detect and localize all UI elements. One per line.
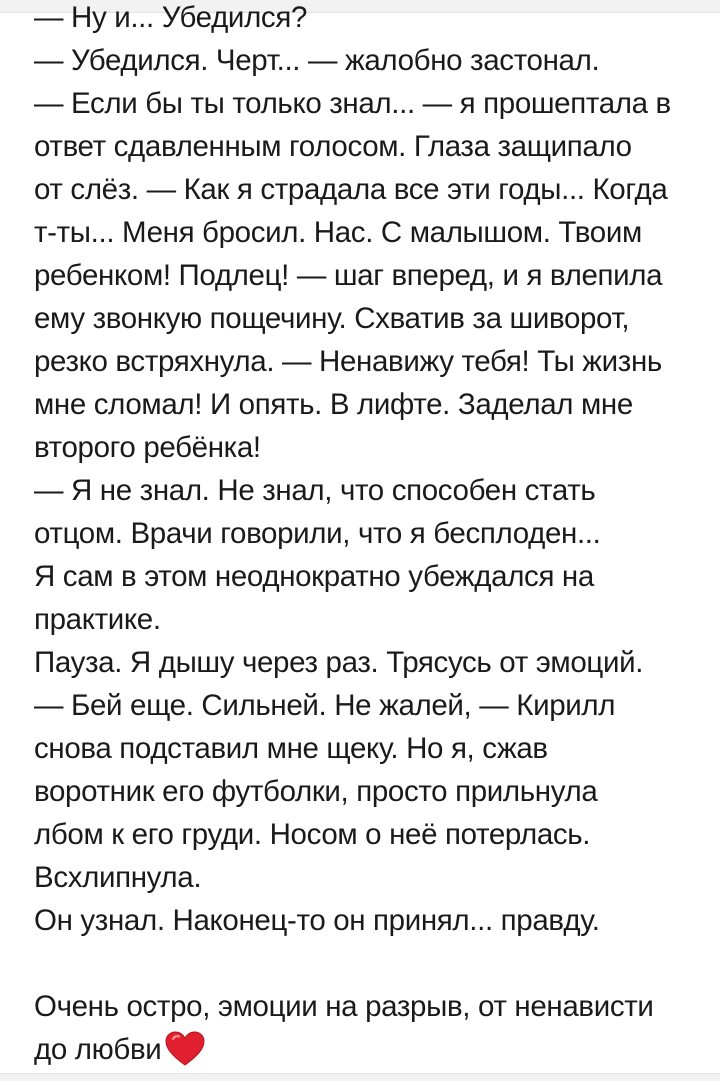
text-line: ему звонкую пощечину. Схватив за шиворот, (34, 302, 630, 335)
text-line: ребенком! Подлец! — шаг вперед, и я влепила (34, 259, 663, 292)
text-line: — Убедился. Черт... — жалобно застонал. (34, 44, 600, 77)
paragraph-gap (34, 942, 704, 985)
comment-line: Очень остро, эмоции на разрыв, от ненависти (34, 990, 654, 1023)
text-line: — Я не знал. Не знал, что способен стать (34, 474, 596, 507)
text-line: второго ребёнка! (34, 431, 261, 464)
text-line: Он узнал. Наконец-то он принял... правду. (34, 904, 600, 937)
comment-text: до любви (34, 1033, 162, 1066)
text-line: отцом. Врачи говорили, что я бесплоден... (34, 517, 601, 550)
text-line: т-ты... Меня бросил. Нас. С малышом. Твоим (34, 216, 642, 249)
text-line: Всхлипнула. (34, 861, 202, 894)
text-line: — Если бы ты только знал... — я прошептала в (34, 87, 671, 120)
text-line: снова подставил мне щеку. Но я, сжав (34, 732, 548, 765)
text-line: воротник его футболки, просто прильнула (34, 775, 598, 808)
text-line: практике. (34, 603, 161, 636)
bottom-divider (0, 1073, 720, 1081)
text-line: лбом к его груди. Носом о неё потерлась. (34, 818, 591, 851)
comment-line-with-emoji (34, 1028, 704, 1071)
text-line: Пауза. Я дышу через раз. Трясусь от эмоций. (34, 646, 644, 679)
heart-shape (166, 1032, 204, 1065)
text-line: резко встряхнула. — Ненавижу тебя! Ты жизнь (34, 345, 662, 378)
text-line: — Бей еще. Сильней. Не жалей, — Кирилл (34, 689, 616, 722)
text-line: ответ сдавленным голосом. Глаза защипало (34, 130, 632, 163)
text-line: от слёз. — Как я страдала все эти годы... Когда (34, 173, 668, 206)
text-line: мне сломал! И опять. В лифте. Заделал мне (34, 388, 633, 421)
heart-icon (165, 1031, 205, 1067)
post-text (34, 0, 704, 1071)
text-line: Я сам в этом неоднократно убеждался на (34, 560, 594, 593)
text-line: — Ну и... Убедился? (34, 1, 308, 34)
